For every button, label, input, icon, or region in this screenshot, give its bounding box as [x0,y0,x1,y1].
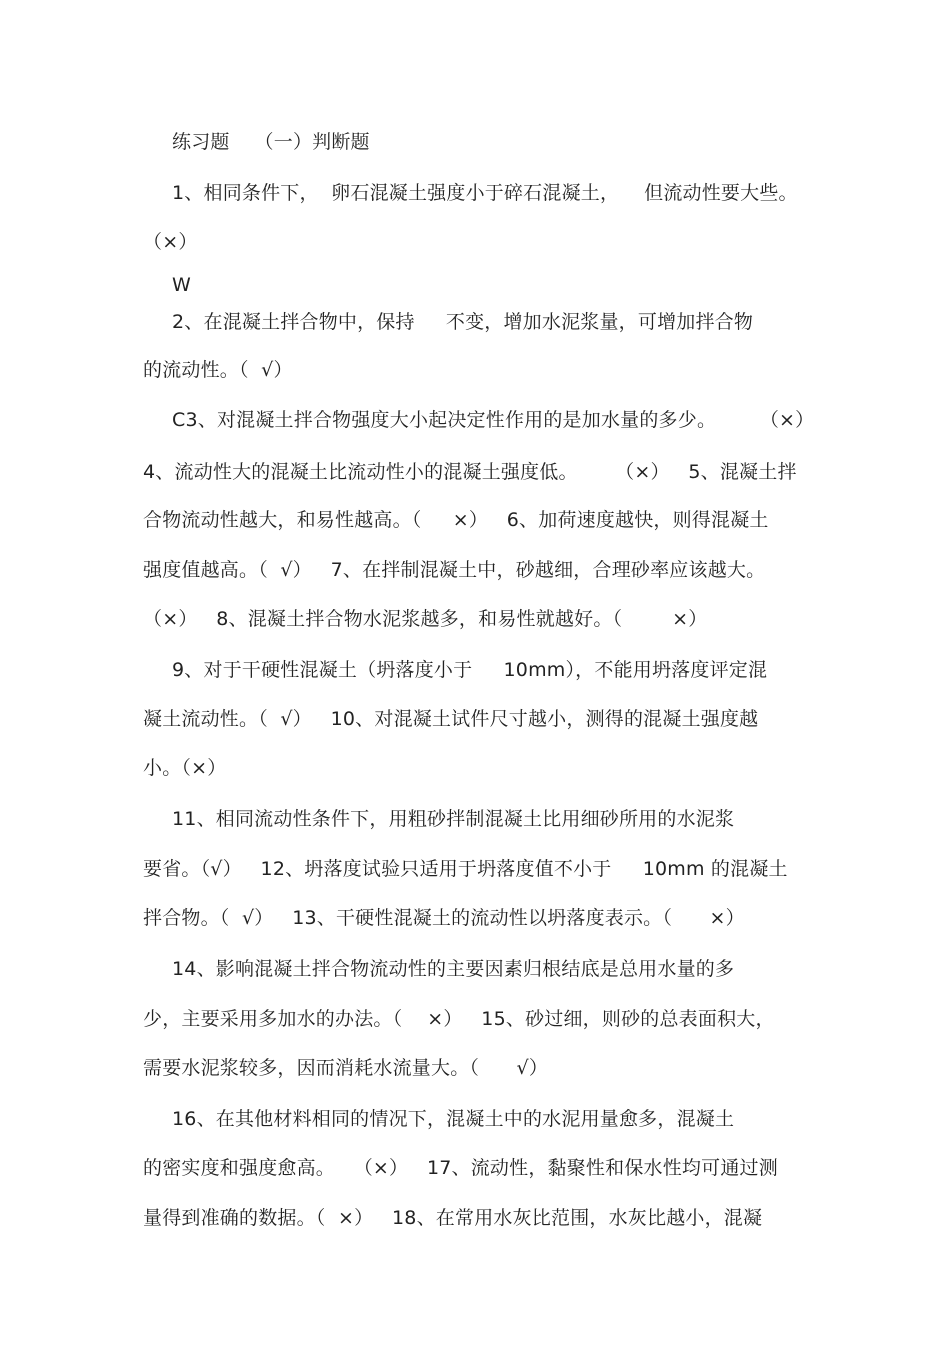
text-line-14: 11、相同流动性条件下，用粗砂拌制混凝土比用细砂所用的水泥浆 [172,808,735,830]
text-line-16: 拌合物。（ √） 13、干硬性混凝土的流动性以坍落度表示。（ ×） [143,907,745,929]
text-line-8: 合物流动性越大，和易性越高。（ ×） 6、加荷速度越快，则得混凝土 [143,509,769,531]
page-title: 练习题 （一）判断题 [172,131,370,153]
text-line-7: 4、流动性大的混凝土比流动性小的混凝土强度低。 （×） 5、混凝土拌 [143,461,797,483]
text-line-2: （×） [143,231,198,253]
text-line-22: 量得到准确的数据。（ ×） 18、在常用水灰比范围，水灰比越小，混凝 [143,1207,763,1229]
text-line-1: 1、相同条件下， 卵石混凝土强度小于碎石混凝土， 但流动性要大些。 [172,182,798,204]
text-line-6: C3、对混凝土拌合物强度大小起决定性作用的是加水量的多少。 （×） [172,409,815,431]
text-line-19: 需要水泥浆较多，因而消耗水流量大。（ √） [143,1057,549,1079]
text-line-12: 凝土流动性。（ √） 10、对混凝土试件尺寸越小，测得的混凝土强度越 [143,708,759,730]
text-line-20: 16、在其他材料相同的情况下，混凝土中的水泥用量愈多，混凝土 [172,1108,735,1130]
text-line-9: 强度值越高。（ √） 7、在拌制混凝土中，砂越细，合理砂率应该越大。 [143,559,766,581]
text-line-5: 的流动性。（ √） [143,359,293,381]
text-line-15: 要省。（√） 12、坍落度试验只适用于坍落度值不小于 10mm 的混凝土 [143,858,788,880]
text-line-10: （×） 8、混凝土拌合物水泥浆越多，和易性就越好。（ ×） [143,608,708,630]
text-line-17: 14、影响混凝土拌合物流动性的主要因素归根结底是总用水量的多 [172,958,735,980]
text-line-4: 2、在混凝土拌合物中，保持 不变，增加水泥浆量，可增加拌合物 [172,311,754,333]
text-line-18: 少，主要采用多加水的办法。（ ×） 15、砂过细，则砂的总表面积大， [143,1008,775,1030]
text-line-3: W [172,274,191,296]
text-line-11: 9、对于干硬性混凝土（坍落度小于 10mm），不能用坍落度评定混 [172,659,768,681]
text-line-13: 小。（×） [143,757,227,779]
text-line-21: 的密实度和强度愈高。 （×） 17、流动性，黏聚性和保水性均可通过测 [143,1157,778,1179]
